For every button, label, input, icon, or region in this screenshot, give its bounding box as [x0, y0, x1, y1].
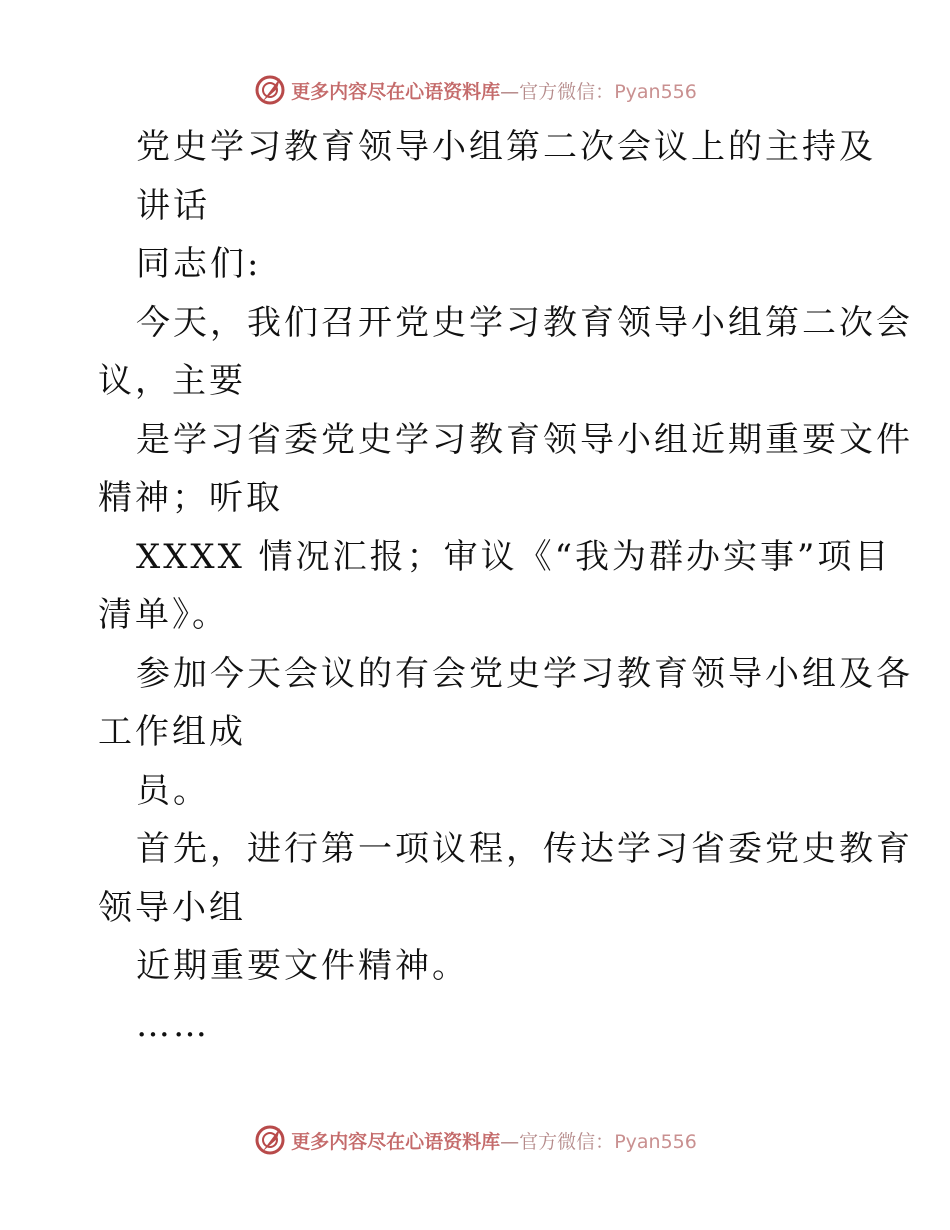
quill-logo-icon — [253, 1123, 287, 1157]
header-watermark — [0, 70, 950, 110]
text-line: 精神；听取 — [98, 478, 283, 518]
text-line: 党史学习教育领导小组第二次会议上的主持及 — [136, 127, 876, 167]
text-line: 议，主要 — [98, 361, 246, 401]
text-line: 近期重要文件精神。 — [136, 946, 469, 986]
text-line: 今天，我们召开党史学习教育领导小组第二次会 — [136, 302, 913, 343]
text-line: 工作组成 — [98, 712, 246, 752]
footer-watermark — [0, 1120, 950, 1160]
text-line: 首先，进行第一项议程，传达学习省委党史教育 — [136, 829, 913, 869]
text-line: XXXX 情况汇报；审议《“我为群办实事”项目 — [136, 536, 892, 577]
text-line: …… — [136, 1004, 210, 1045]
text-line: 是学习省委党史学习教育领导小组近期重要文件 — [136, 419, 913, 460]
text-line: 参加今天会议的有会党史学习教育领导小组及各 — [136, 653, 913, 694]
watermark-text: 更多内容尽在心语资料库—官方微信：Pyan556 — [291, 1130, 697, 1153]
text-line: 领导小组 — [98, 887, 246, 928]
text-line: 清单》。 — [98, 595, 229, 635]
text-line: 员。 — [136, 770, 210, 811]
quill-logo-icon — [253, 73, 287, 107]
document-body — [98, 118, 913, 1054]
text-line: 同志们: — [136, 244, 262, 284]
text-line: 讲话 — [136, 185, 210, 226]
watermark-text: 更多内容尽在心语资料库—官方微信：Pyan556 — [291, 80, 697, 103]
